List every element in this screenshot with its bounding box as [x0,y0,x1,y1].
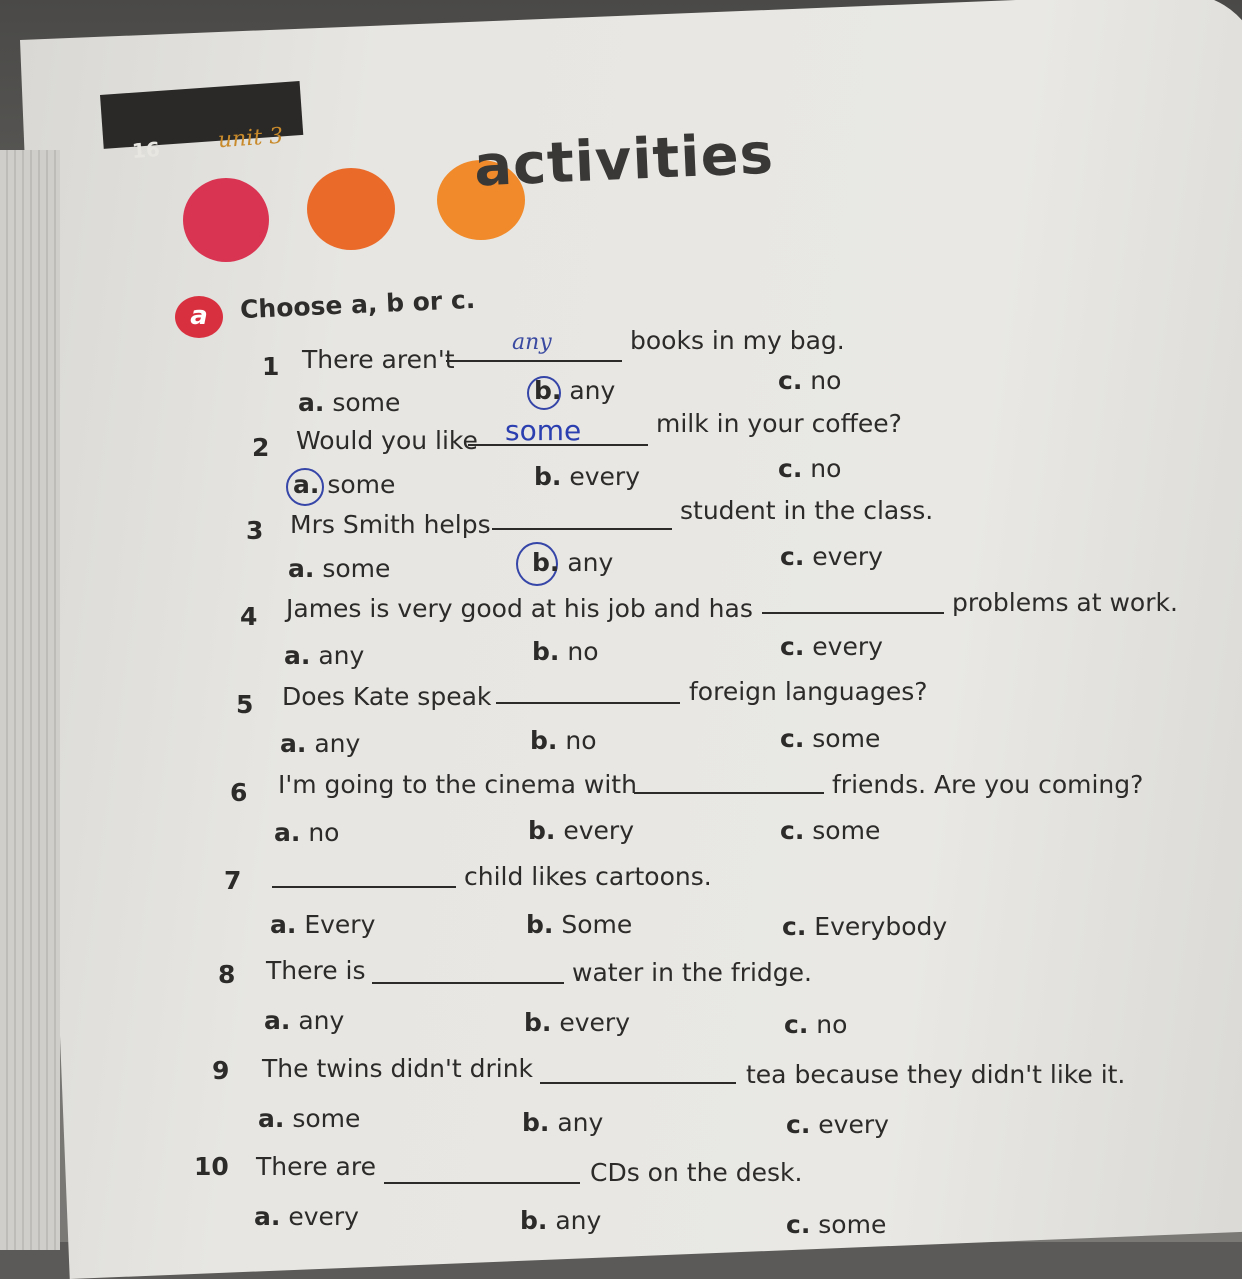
section-badge: a [175,296,223,338]
question-9-stem-after: tea because they didn't like it. [746,1060,1126,1089]
option-a[interactable]: a. any [280,729,361,758]
option-c[interactable]: c. Everybody [782,912,948,941]
answer-blank[interactable] [540,1082,736,1084]
option-c[interactable]: c. some [786,1210,887,1239]
option-b[interactable]: b. every [528,816,634,845]
question-8-stem-after: water in the fridge. [572,958,812,987]
question-number: 9 [212,1056,230,1085]
option-a[interactable]: a. some [298,388,401,417]
question-8-stem-before: There is [266,956,366,985]
question-3-stem-after: student in the class. [680,496,934,525]
option-a[interactable]: a. some [288,554,391,583]
answer-blank[interactable] [492,528,672,530]
question-6-stem-after: friends. Are you coming? [832,770,1144,799]
answer-blank[interactable] [446,360,622,362]
decor-circle-orange [307,168,395,250]
question-7-stem-after: child likes cartoons. [464,862,712,891]
option-a[interactable]: a. every [254,1202,359,1231]
option-b[interactable]: b. Some [526,910,633,939]
answer-blank[interactable] [372,982,564,984]
question-number: 6 [230,778,248,807]
question-10-stem-before: There are [256,1152,376,1181]
option-c[interactable]: c. some [780,816,881,845]
option-c[interactable]: c. some [780,724,881,753]
decor-circle-red [183,178,269,262]
answer-blank[interactable] [762,612,944,614]
question-5-stem-after: foreign languages? [689,677,928,706]
question-1-stem-before: There aren't [302,345,455,374]
option-b[interactable]: b. any [520,1206,602,1235]
question-number: 3 [246,516,264,545]
option-c[interactable]: c. no [778,366,842,395]
option-b[interactable]: b. any [522,1108,604,1137]
question-1-stem-after: books in my bag. [630,326,845,355]
page-title: activities [472,121,776,200]
option-a[interactable]: a. some [258,1104,361,1133]
question-4-stem-after: problems at work. [952,588,1178,617]
unit-label: unit 3 [217,123,285,154]
question-2-stem-before: Would you like [296,426,478,455]
option-b[interactable]: b. no [530,726,597,755]
option-a[interactable]: a. no [274,818,340,847]
option-c[interactable]: c. every [780,542,883,571]
answer-blank[interactable] [496,702,680,704]
question-3-stem-before: Mrs Smith helps [290,510,491,539]
option-a[interactable]: a. Every [270,910,376,939]
question-10-stem-after: CDs on the desk. [590,1158,803,1187]
handwritten-answer: any [512,330,552,355]
question-9-stem-before: The twins didn't drink [262,1054,534,1083]
question-number: 10 [194,1152,229,1181]
option-b[interactable]: b. any [534,376,616,405]
question-5-stem-before: Does Kate speak [282,682,492,711]
question-4-stem-before: James is very good at his job and has [286,594,753,623]
option-a[interactable]: a. any [264,1006,345,1035]
instruction: Choose a, b or c. [239,284,476,325]
question-6-stem-before: I'm going to the cinema with [278,770,637,799]
question-number: 1 [262,352,280,381]
option-b[interactable]: b. no [532,637,599,666]
option-c[interactable]: c. no [778,454,842,483]
handwritten-answer: some [505,414,582,447]
question-number: 5 [236,690,254,719]
answer-blank[interactable] [272,886,456,888]
option-b[interactable]: b. every [534,462,640,491]
question-number: 8 [218,960,236,989]
answer-blank[interactable] [634,792,824,794]
option-c[interactable]: c. no [784,1010,848,1039]
question-2-stem-after: milk in your coffee? [656,409,902,438]
option-a[interactable]: a. some [293,470,396,499]
option-b[interactable]: b. any [532,548,614,577]
question-number: 7 [224,866,242,895]
option-c[interactable]: c. every [780,632,883,661]
answer-blank[interactable] [384,1182,580,1184]
question-number: 4 [240,602,258,631]
page-number: 16 [131,137,161,163]
option-a[interactable]: a. any [284,641,365,670]
page-stack-edge [0,150,60,1250]
option-c[interactable]: c. every [786,1110,889,1139]
option-b[interactable]: b. every [524,1008,630,1037]
question-number: 2 [252,433,270,462]
